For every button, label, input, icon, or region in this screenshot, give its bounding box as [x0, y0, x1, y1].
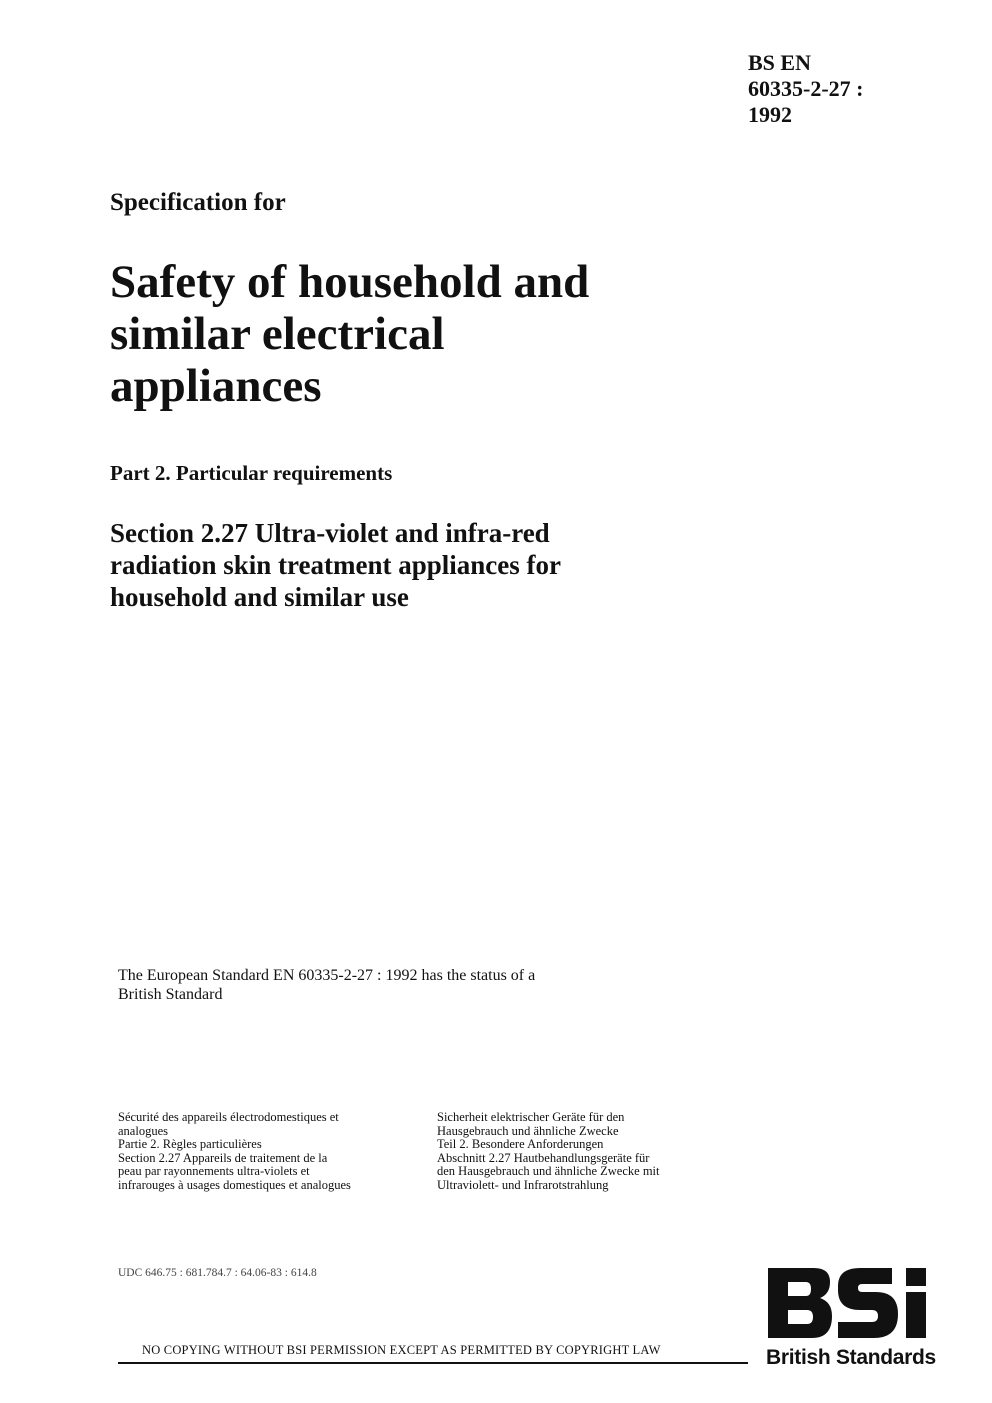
copyright-notice: NO COPYING WITHOUT BSI PERMISSION EXCEPT AS PERMITTED BY COPYRIGHT LAW [142, 1343, 661, 1357]
german-line: Teil 2. Besondere Anforderungen [437, 1137, 604, 1151]
title-line: similar electrical [110, 308, 445, 360]
french-line: infrarouges à usages domestiques et analogues [118, 1177, 351, 1192]
standard-number-line: BS EN [748, 50, 811, 75]
standard-number-line: 60335-2-27 : [748, 76, 864, 101]
standard-number [748, 50, 928, 128]
copyright-rule [118, 1362, 748, 1364]
bsi-logo-icon [764, 1264, 944, 1344]
german-line: Abschnitt 2.27 Hautbehandlungsgeräte für [437, 1150, 650, 1165]
french-line: Section 2.27 Appareils de traitement de la [118, 1150, 328, 1165]
german-title-translation [437, 1111, 737, 1192]
title-line: Safety of household and [110, 256, 590, 308]
document-title [110, 256, 810, 412]
section-heading [110, 517, 750, 613]
german-line: Ultraviolett- und Infrarotstrahlung [437, 1177, 609, 1192]
status-line: The European Standard EN 60335-2-27 : 1992 has the status of a [118, 967, 536, 984]
french-line: peau par rayonnements ultra-violets et [118, 1164, 310, 1178]
bsi-logo-caption: British Standards [766, 1346, 936, 1369]
french-title-translation [118, 1111, 418, 1192]
section-line: household and similar use [110, 582, 409, 612]
title-line: appliances [110, 360, 322, 412]
part-heading: Part 2. Particular requirements [110, 461, 393, 485]
status-line: British Standard [118, 986, 223, 1003]
german-line: Sicherheit elektrischer Geräte für den [437, 1110, 625, 1124]
section-line: Section 2.27 Ultra-violet and infra-red [110, 518, 550, 548]
spec-for-heading: Specification for [110, 189, 286, 216]
french-line: analogues [118, 1123, 168, 1138]
standard-number-line: 1992 [748, 102, 792, 127]
german-line: Hausgebrauch und ähnliche Zwecke [437, 1123, 619, 1138]
french-line: Sécurité des appareils électrodomestiques et [118, 1110, 339, 1124]
udc-classification: UDC 646.75 : 681.784.7 : 64.06-83 : 614.8 [118, 1267, 317, 1279]
status-statement [118, 966, 678, 1004]
french-line: Partie 2. Règles particulières [118, 1137, 262, 1151]
german-line: den Hausgebrauch und ähnliche Zwecke mit [437, 1164, 660, 1178]
section-line: radiation skin treatment appliances for [110, 550, 561, 580]
